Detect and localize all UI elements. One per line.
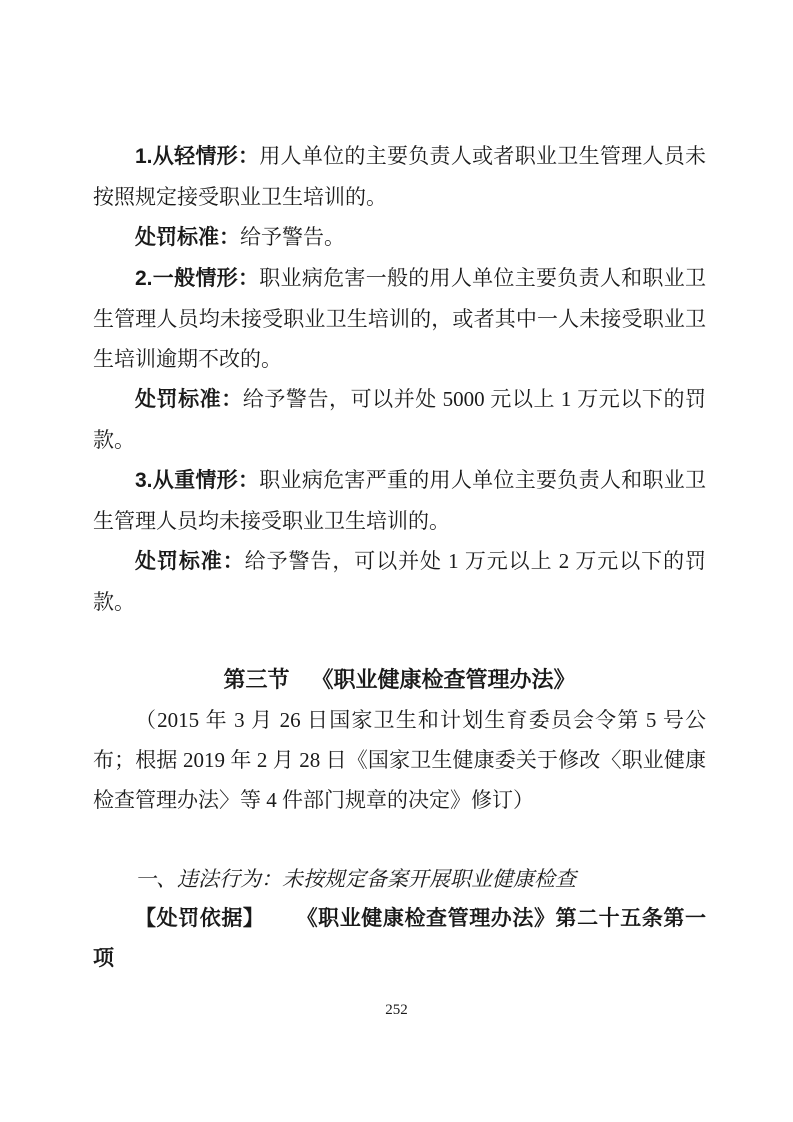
paragraph-text: 职业病危害严重的用人单位主要负责人和职业卫生管理人员均未接受职业卫生培训的。 xyxy=(93,468,707,533)
paragraph-text: 用人单位的主要负责人或者职业卫生管理人员未按照规定接受职业卫生培训的。 xyxy=(93,144,707,209)
paragraph-text: 给予警告，可以并处 1 万元以上 2 万元以下的罚款。 xyxy=(93,549,707,614)
paragraph-penalty-standard-3 xyxy=(93,541,706,622)
paragraph-lenient-case xyxy=(93,136,706,217)
paragraph-text: 给予警告，可以并处 5000 元以上 1 万元以下的罚款。 xyxy=(93,387,707,452)
paragraph-label: 处罚标准： xyxy=(135,550,245,573)
paragraph-label: 1.从轻情形： xyxy=(135,145,260,168)
penalty-basis-paragraph xyxy=(93,899,706,979)
section-note: （2015 年 3 月 26 日国家卫生和计划生育委员会令第 5 号公布；根据 2019 年 2 月 28 日《国家卫生健康委关于修改〈职业健康检查管理办法〉等 4 件部门规章的决定》修订） xyxy=(93,708,706,812)
paragraph-label: 3.从重情形： xyxy=(135,469,260,492)
paragraph-penalty-standard-2 xyxy=(93,379,706,460)
paragraph-general-case xyxy=(93,258,706,379)
section-title: 《职业健康检查管理办法》 xyxy=(311,667,576,692)
page-content xyxy=(93,136,706,979)
paragraph-label: 2.一般情形： xyxy=(135,267,260,290)
penalty-basis-label: 【处罚依据】 xyxy=(135,907,265,930)
section-number: 第三节 xyxy=(223,667,290,692)
page-number: 252 xyxy=(385,1002,408,1018)
paragraph-penalty-standard-1 xyxy=(93,217,706,258)
paragraph-text: 职业病危害一般的用人单位主要负责人和职业卫生管理人员均未接受职业卫生培训的，或者其中一人未接受职业卫生培训逾期不改的。 xyxy=(93,266,707,371)
penalty-basis-text: 《职业健康检查管理办法》第二十五条第一项 xyxy=(93,907,707,970)
paragraph-label: 处罚标准： xyxy=(135,226,240,249)
paragraph-severe-case xyxy=(93,460,706,541)
section-heading xyxy=(93,660,706,700)
paragraph-label: 处罚标准： xyxy=(135,388,243,411)
paragraph-text: 给予警告。 xyxy=(240,225,345,249)
violation-heading: 一、违法行为：未按规定备案开展职业健康检查 xyxy=(135,867,576,891)
